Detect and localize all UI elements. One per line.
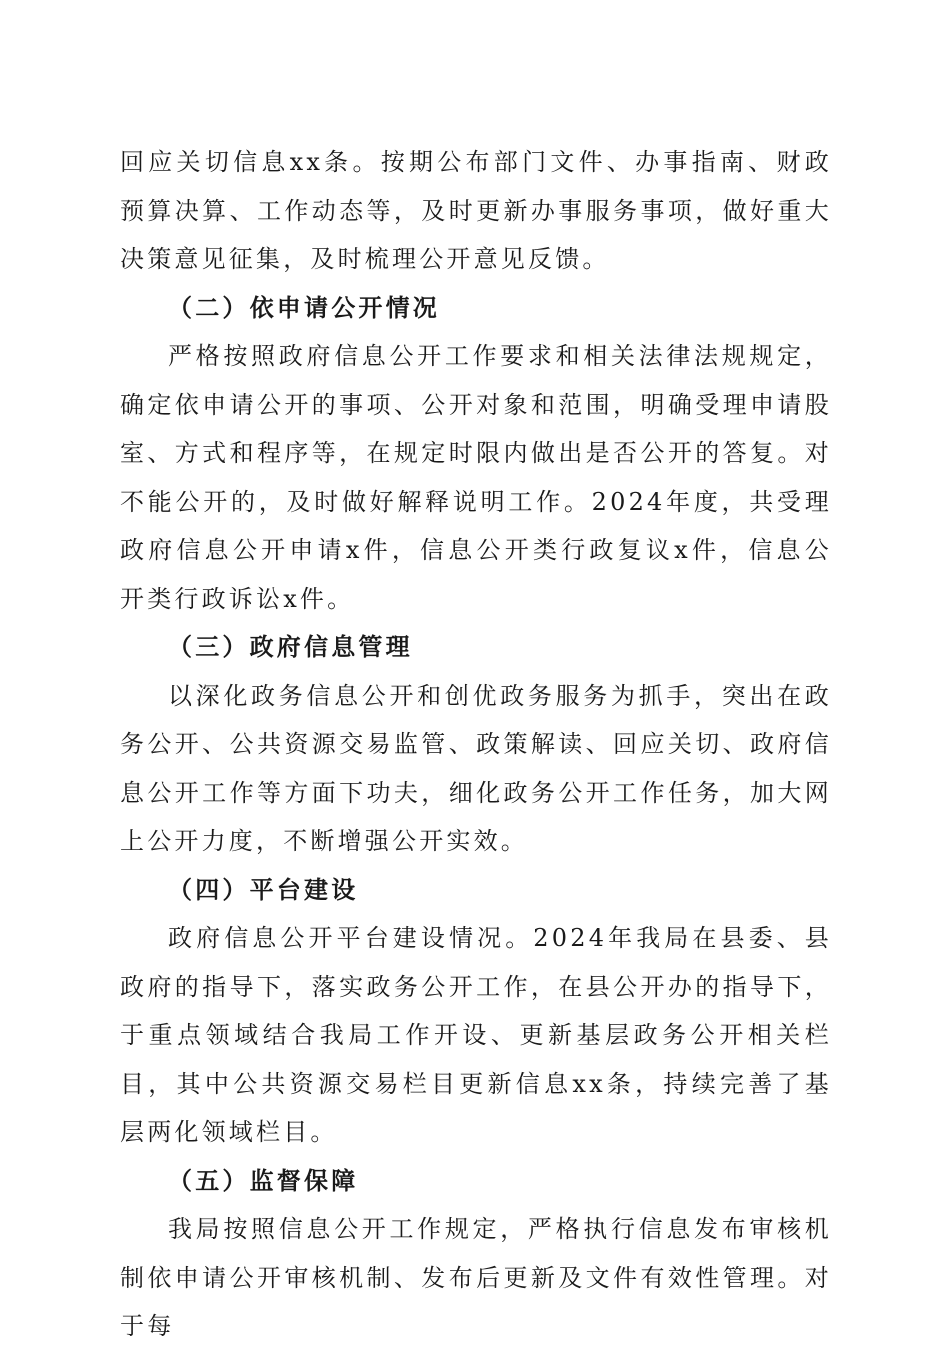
section-heading-4: （四）平台建设 [168, 874, 359, 904]
section-heading-5: （五）监督保障 [168, 1165, 359, 1195]
paragraph-continued: 回应关切信息xx条。按期公布部门文件、办事指南、财政预算决算、工作动态等，及时更新办事服务事项，做好重大决策意见征集，及时梳理公开意见反馈。 [120, 148, 832, 273]
paragraph-platform-construction: 政府信息公开平台建设情况。2024年我局在县委、县政府的指导下，落实政务公开工作，在县公开办的指导下，于重点领域结合我局工作开设、更新基层政务公开相关栏目，其中公共资源交易栏目更新信息xx条，持续完善了基层两化领域栏目。 [120, 924, 832, 1146]
paragraph-application-disclosure: 严格按照政府信息公开工作要求和相关法律法规规定，确定依申请公开的事项、公开对象和范围，明确受理申请股室、方式和程序等，在规定时限内做出是否公开的答复。对不能公开的，及时做好解释说明工作。2024年度，共受理政府信息公开申请x件，信息公开类行政复议x件，信息公开类行政诉讼x件。 [120, 342, 832, 613]
paragraph-info-management: 以深化政务信息公开和创优政务服务为抓手，突出在政务公开、公共资源交易监管、政策解读、回应关切、政府信息公开工作等方面下功夫，细化政务公开工作任务，加大网上公开力度，不断增强公开实效。 [120, 681, 832, 855]
section-heading-3: （三）政府信息管理 [168, 632, 413, 661]
section-heading-2: （二）依申请公开情况 [168, 292, 440, 322]
document-body [120, 138, 832, 1351]
paragraph-supervision: 我局按照信息公开工作规定，严格执行信息发布审核机制依申请公开审核机制、发布后更新及文件有效性管理。对于每 [120, 1215, 832, 1340]
